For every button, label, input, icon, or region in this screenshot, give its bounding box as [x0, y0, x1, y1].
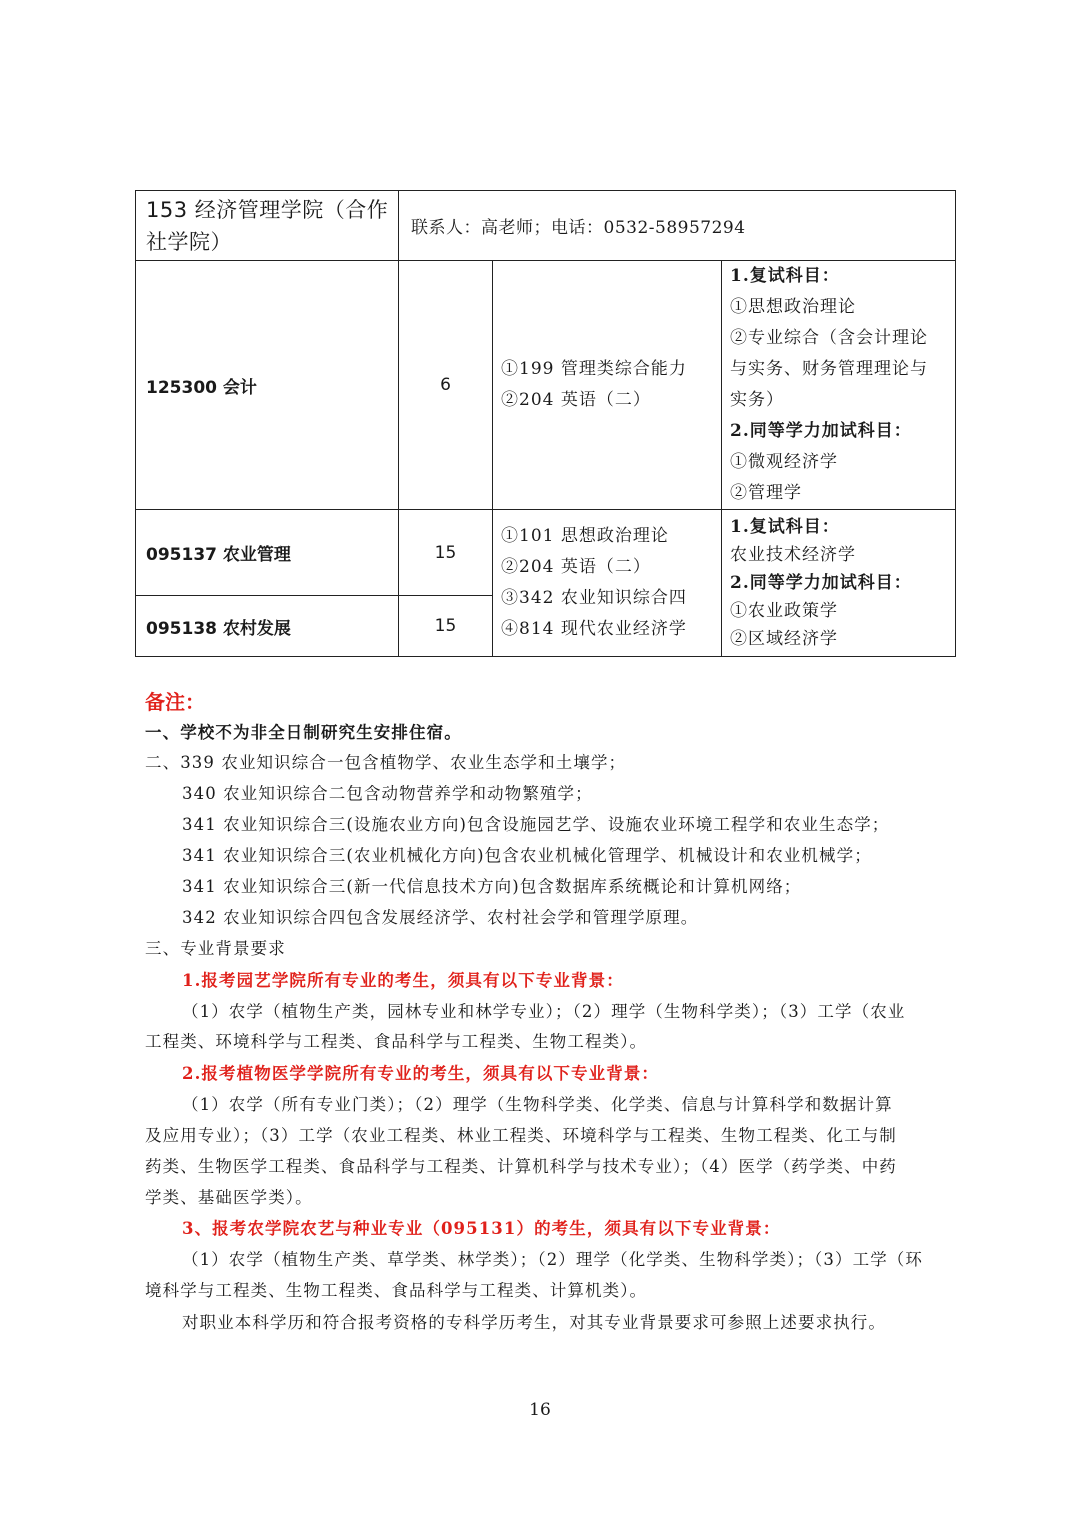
requirement-line: （1）农学（植物生产类、草学类、林学类）；（2）理学（化学类、生物科学类）；（3）工学（环 — [182, 1250, 923, 1269]
note-line: 340 农业知识综合二包含动物营养学和动物繁殖学； — [182, 784, 593, 803]
note-item-1: 一、学校不为非全日制研究生安排住宿。 — [145, 723, 462, 742]
department-header-row — [136, 191, 956, 261]
table-row — [136, 261, 956, 510]
retest-item: 实务） — [730, 390, 784, 410]
exam-subject: ②204 英语（二） — [501, 390, 651, 410]
retest-item: 农业技术经济学 — [730, 545, 856, 565]
department-cell — [136, 191, 399, 261]
enrollment-quota: 15 — [399, 510, 493, 596]
note-item-2: 二、339 农业知识综合一包含植物学、农业生态学和土壤学； — [145, 753, 627, 772]
retest-item: 与实务、财务管理理论与 — [730, 359, 928, 379]
exam-subject: ④814 现代农业经济学 — [501, 619, 687, 639]
retest-heading: 1.复试科目： — [730, 517, 840, 537]
equivalent-item: ①微观经济学 — [730, 452, 838, 472]
note-item-3: 三、专业背景要求 — [145, 939, 286, 958]
requirement-line: 工程类、环境科学与工程类、食品科学与工程类、生物工程类）。 — [145, 1032, 648, 1051]
requirement-line: 境科学与工程类、生物工程类、食品科学与工程类、计算机类）。 — [145, 1281, 648, 1300]
retest-subjects — [722, 261, 956, 510]
major-name: 095137 农业管理 — [136, 510, 399, 596]
retest-item: ②专业综合（含会计理论 — [730, 328, 928, 348]
retest-heading: 1.复试科目： — [730, 266, 840, 286]
exam-subject: ①101 思想政治理论 — [501, 526, 669, 546]
requirement-line: （1）农学（植物生产类，园林专业和林学专业）；（2）理学（生物科学类）；（3）工学（农业 — [182, 1002, 906, 1021]
requirement-line: 药类、生物医学工程类、食品科学与工程类、计算机科学与技术专业）；（4）医学（药学类、中药 — [145, 1157, 897, 1176]
exam-subject: ③342 农业知识综合四 — [501, 588, 687, 608]
exam-subjects — [493, 261, 722, 510]
major-name: 095138 农村发展 — [136, 596, 399, 657]
major-name: 125300 会计 — [136, 261, 399, 510]
department-name-line-2: 社学院） — [146, 229, 232, 254]
equivalent-item: ②管理学 — [730, 483, 802, 503]
equivalent-heading: 2.同等学力加试科目： — [730, 421, 912, 441]
requirement-line: 学类、基础医学类）。 — [145, 1188, 313, 1207]
requirement-line: 及应用专业）；（3）工学（农业工程类、林业工程类、环境科学与工程类、生物工程类、化工与制 — [145, 1126, 897, 1145]
requirement-line: （1）农学（所有专业门类）；（2）理学（生物科学类、化学类、信息与计算科学和数据计算 — [182, 1095, 893, 1114]
note-line: 341 农业知识综合三(设施农业方向)包含设施园艺学、设施农业环境工程学和农业生态学； — [182, 815, 890, 834]
note-line: 342 农业知识综合四包含发展经济学、农村社会学和管理学原理。 — [182, 908, 699, 927]
contact-cell: 联系人：高老师；电话：0532-58957294 — [399, 191, 956, 261]
equivalent-item: ②区域经济学 — [730, 629, 838, 649]
requirement-title-2: 2.报考植物医学学院所有专业的考生，须具有以下专业背景： — [182, 1064, 660, 1083]
retest-item: ①思想政治理论 — [730, 297, 856, 317]
requirement-title-1: 1.报考园艺学院所有专业的考生，须具有以下专业背景： — [182, 971, 624, 990]
closing-note: 对职业本科学历和符合报考资格的专科学历考生，对其专业背景要求可参照上述要求执行。 — [182, 1313, 886, 1332]
exam-subjects — [493, 510, 722, 657]
admission-table — [135, 190, 956, 657]
note-line: 341 农业知识综合三(新一代信息技术方向)包含数据库系统概论和计算机网络； — [182, 877, 802, 896]
page-number: 16 — [529, 1400, 551, 1420]
equivalent-item: ①农业政策学 — [730, 601, 838, 621]
requirement-title-3: 3、报考农学院农艺与种业专业（095131）的考生，须具有以下专业背景： — [182, 1219, 781, 1238]
equivalent-heading: 2.同等学力加试科目： — [730, 573, 912, 593]
department-name-line-1: 153 经济管理学院（合作 — [146, 197, 389, 222]
exam-subject: ①199 管理类综合能力 — [501, 359, 687, 379]
notes-title: 备注： — [145, 690, 205, 714]
retest-subjects — [722, 510, 956, 657]
note-line: 341 农业知识综合三(农业机械化方向)包含农业机械化管理学、机械设计和农业机械学； — [182, 846, 872, 865]
exam-subject: ②204 英语（二） — [501, 557, 651, 577]
enrollment-quota: 15 — [399, 596, 493, 657]
enrollment-quota: 6 — [399, 261, 493, 510]
table-row — [136, 510, 956, 596]
